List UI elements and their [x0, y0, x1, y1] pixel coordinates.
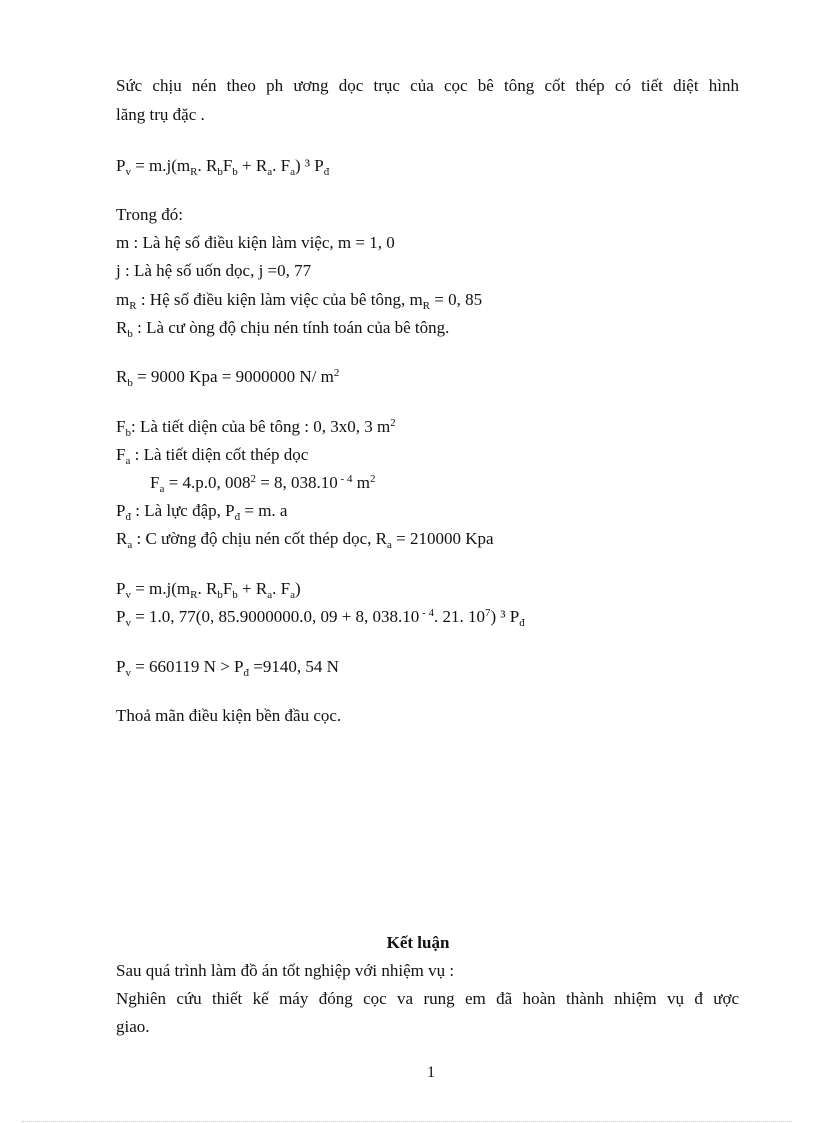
definition-Pd: $P_đ$ : Là lực đập, $P_đ = m$. a: [116, 501, 288, 523]
conclusion-satisfied: Thoả mãn điều kiện bền đầu cọc.: [116, 706, 342, 725]
definition-Fb: $F_b$: Là tiết diện của bê tông : 0, 3x0, 3 $m^2$: [116, 417, 396, 439]
intro-line-2: lăng trụ đặc .: [116, 105, 205, 124]
definition-m: m : Là hệ số điều kiện làm việc, m = 1, 0: [116, 233, 395, 252]
page-number: 1: [427, 1064, 435, 1081]
conclusion-title: Kết luận: [386, 933, 450, 952]
formula-pv-strength: $P_v = m.j(m_R$. $R_bF_b + R_a$. $F_a$) ³ $P_đ$: [116, 156, 330, 178]
fa-calculation: $F_a = 4.p.0$, $008^2 = 8$, 038.10 $^{- 4}$ $m^2$: [150, 473, 376, 495]
conclusion-line-3: giao.: [116, 1017, 150, 1036]
page-bottom-divider: [22, 1121, 792, 1122]
definition-Rb: $R_b$ : Là cư òng độ chịu nén tính toán của bê tông.: [116, 318, 450, 340]
definition-j: j : Là hệ số uốn dọc, j =0, 77: [116, 261, 312, 280]
rb-value: $R_b = 9000$ Kpa = 9000000 N/ $m^2$: [116, 367, 340, 389]
definition-mR: $m_R$ : Hệ số điều kiện làm việc của bê tông, $m_R = 0$, 85: [116, 290, 483, 312]
formula-pv-substituted: $P_v = 1.0$, 77(0, 85.9000000.0, 09 + 8, 038.10 $^{- 4}$. 21. $10^7$) ³ $P_đ$: [116, 607, 525, 629]
intro-line-1: Sức chịu nén theo ph ương dọc trục của cọc bê tông cốt thép có tiết diệt hình: [116, 76, 739, 95]
conclusion-line-1: Sau quá trình làm đồ án tốt nghiệp với nhiệm vụ :: [116, 961, 455, 980]
where-heading: Trong đó:: [116, 205, 183, 224]
definition-Fa: $F_a$ : Là tiết diện cốt thép dọc: [116, 445, 309, 467]
formula-pv-result: $P_v = 660119$ $N > P_đ =9140$, 54 N: [116, 657, 339, 679]
definition-Ra: $R_a$ : C ường độ chịu nén cốt thép dọc, $R_a = 210000$ Kpa: [116, 529, 494, 551]
formula-pv-general: $P_v = m.j(m_R$. $R_bF_b + R_a$. $F_a$): [116, 579, 301, 601]
conclusion-line-2: Nghiên cứu thiết kế máy đóng cọc va rung em đã hoàn thành nhiệm vụ đ ược: [116, 989, 739, 1008]
